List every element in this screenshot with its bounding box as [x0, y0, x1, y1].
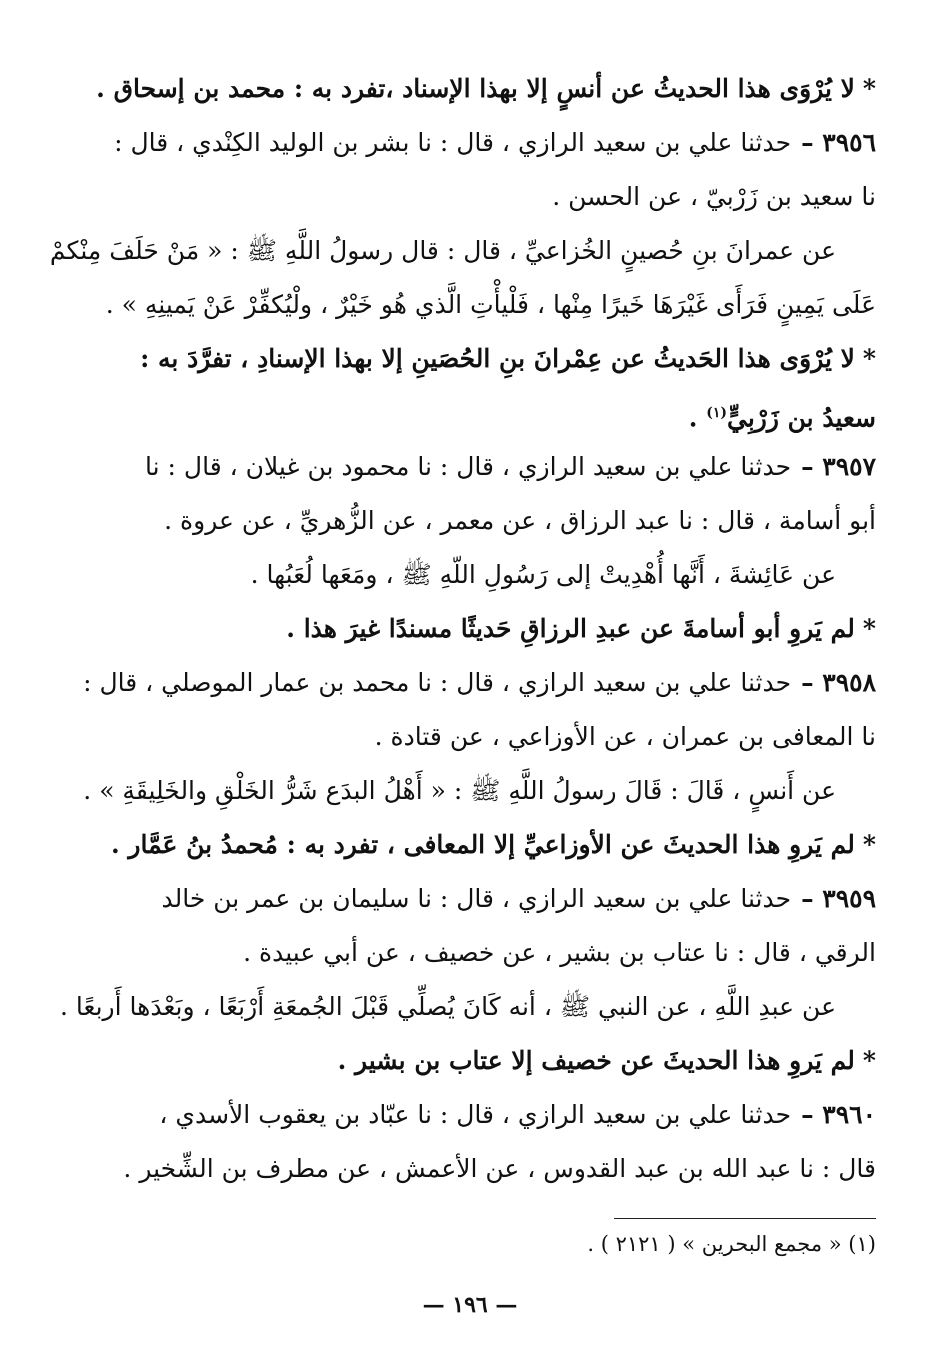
hadith-note-line: [40, 818, 876, 872]
line-text: حدثنا علي بن سعيد الرازي ، قال : نا سليمان بن عمر بن خالد: [161, 884, 792, 913]
hadith-note-line: [40, 1034, 876, 1088]
line-text: عن عمرانَ بنِ حُصينٍ الخُزاعيِّ ، قال : قال رسولُ اللَّهِ ﷺ : « مَنْ حَلَفَ مِنْكمْ: [49, 236, 836, 265]
line-text: عن عبدِ اللَّهِ ، عن النبي ﷺ ، أنه كَانَ يُصلِّي قَبْلَ الجُمعَةِ أَرْبَعًا ، وبَعْدَها أَربعًا .: [60, 992, 836, 1021]
line-text: لا يُرْوَى هذا الحديثُ عن أنسٍ إلا بهذا الإسناد ،تفرد به : محمد بن إسحاق .: [96, 74, 855, 103]
hadith-line: [40, 440, 876, 494]
page-number: — ١٩٦ —: [422, 1292, 518, 1318]
line-text: لم يَروِ أبو أسامةَ عن عبدِ الرزاقِ حَديثًا مسندًا غيرَ هذا .: [286, 614, 855, 643]
hadith-number: ٣٩٥٦ –: [801, 128, 876, 157]
hadith-line: [40, 926, 876, 980]
line-text: لم يَروِ هذا الحديثَ عن الأوزاعيِّ إلا المعافى ، تفرد به : مُحمدُ بنُ عَمَّار .: [110, 830, 855, 859]
asterisk-icon: *: [862, 74, 876, 103]
hadith-note-line: [40, 62, 876, 116]
line-text: لم يَروِ هذا الحديثَ عن خصيف إلا عتاب بن بشير .: [337, 1046, 855, 1075]
asterisk-icon: *: [862, 614, 876, 643]
line-text: سعيدُ بن زَرْبِيٍّ: [726, 403, 876, 433]
line-text: أبو أسامة ، قال : نا عبد الرزاق ، عن معمر ، عن الزُّهريِّ ، عن عروة .: [164, 506, 876, 535]
hadith-number: ٣٩٦٠ –: [801, 1100, 876, 1129]
line-text: عن عَائِشةَ ، أَنَّها أُهْدِيتْ إلى رَسُولِ اللّهِ ﷺ ، ومَعَها لُعَبُها .: [250, 560, 836, 589]
line-text: لا يُرْوَى هذا الحَديثُ عن عِمْرانَ بنِ الحُصَينِ إلا بهذا الإسنادِ ، تفرَّدَ به :: [140, 344, 855, 373]
hadith-note-line: [40, 332, 876, 386]
hadith-line: [40, 656, 876, 710]
hadith-line: [40, 710, 876, 764]
hadith-line: [40, 224, 876, 278]
line-text: قال : نا عبد الله بن عبد القدوس ، عن الأعمش ، عن مطرف بن الشِّخير .: [123, 1154, 876, 1183]
hadith-line: [40, 548, 876, 602]
hadith-line: [40, 116, 876, 170]
line-text: نا سعيد بن زَرْبيّ ، عن الحسن .: [552, 182, 876, 211]
line-text: نا المعافى بن عمران ، عن الأوزاعي ، عن قتادة .: [374, 722, 876, 751]
asterisk-icon: *: [862, 1046, 876, 1075]
footnote-reference: (١): [706, 405, 727, 421]
line-text: عن أَنسٍ ، قَالَ : قَالَ رسولُ اللَّهِ ﷺ : « أَهْلُ البدَع شَرُّ الخَلْقِ والخَلِيقَةِ » .: [83, 776, 836, 805]
hadith-line: [40, 764, 876, 818]
hadith-line: [40, 872, 876, 926]
hadith-line: [40, 1142, 876, 1196]
footnote: (١) « مجمع البحرين » ( ٢١٢١ ) .: [587, 1232, 876, 1256]
hadith-note-line: [40, 602, 876, 656]
page-body: [40, 62, 876, 1196]
hadith-number: ٣٩٥٧ –: [801, 452, 876, 481]
asterisk-icon: *: [862, 344, 876, 373]
line-text: الرقي ، قال : نا عتاب بن بشير ، عن خصيف ، عن أبي عبيدة .: [243, 938, 876, 967]
hadith-line: [40, 1088, 876, 1142]
line-text: حدثنا علي بن سعيد الرازي ، قال : نا محمد بن عمار الموصلي ، قال :: [83, 668, 792, 697]
line-text: حدثنا علي بن سعيد الرازي ، قال : نا بشر بن الوليد الكِنْدي ، قال :: [114, 128, 792, 157]
asterisk-icon: *: [862, 830, 876, 859]
hadith-line: [40, 494, 876, 548]
line-text: حدثنا علي بن سعيد الرازي ، قال : نا عبّاد بن يعقوب الأسدي ،: [159, 1100, 792, 1129]
line-tail: .: [688, 403, 707, 433]
hadith-line: [40, 980, 876, 1034]
hadith-line: [40, 170, 876, 224]
line-text: عَلَى يَمِينٍ فَرَأَى غَيْرَهَا خَيرًا مِنْها ، فَلْيأْتِ الَّذي هُو خَيْرٌ ، ولْيُكفِّرْ عَنْ يَمينِهِ » .: [105, 290, 876, 319]
line-text: حدثنا علي بن سعيد الرازي ، قال : نا محمود بن غيلان ، قال : نا: [145, 452, 792, 481]
hadith-note-line: [40, 386, 876, 440]
hadith-number: ٣٩٥٨ –: [801, 668, 876, 697]
footnote-divider: [614, 1218, 876, 1219]
hadith-number: ٣٩٥٩ –: [801, 884, 876, 913]
hadith-line: [40, 278, 876, 332]
